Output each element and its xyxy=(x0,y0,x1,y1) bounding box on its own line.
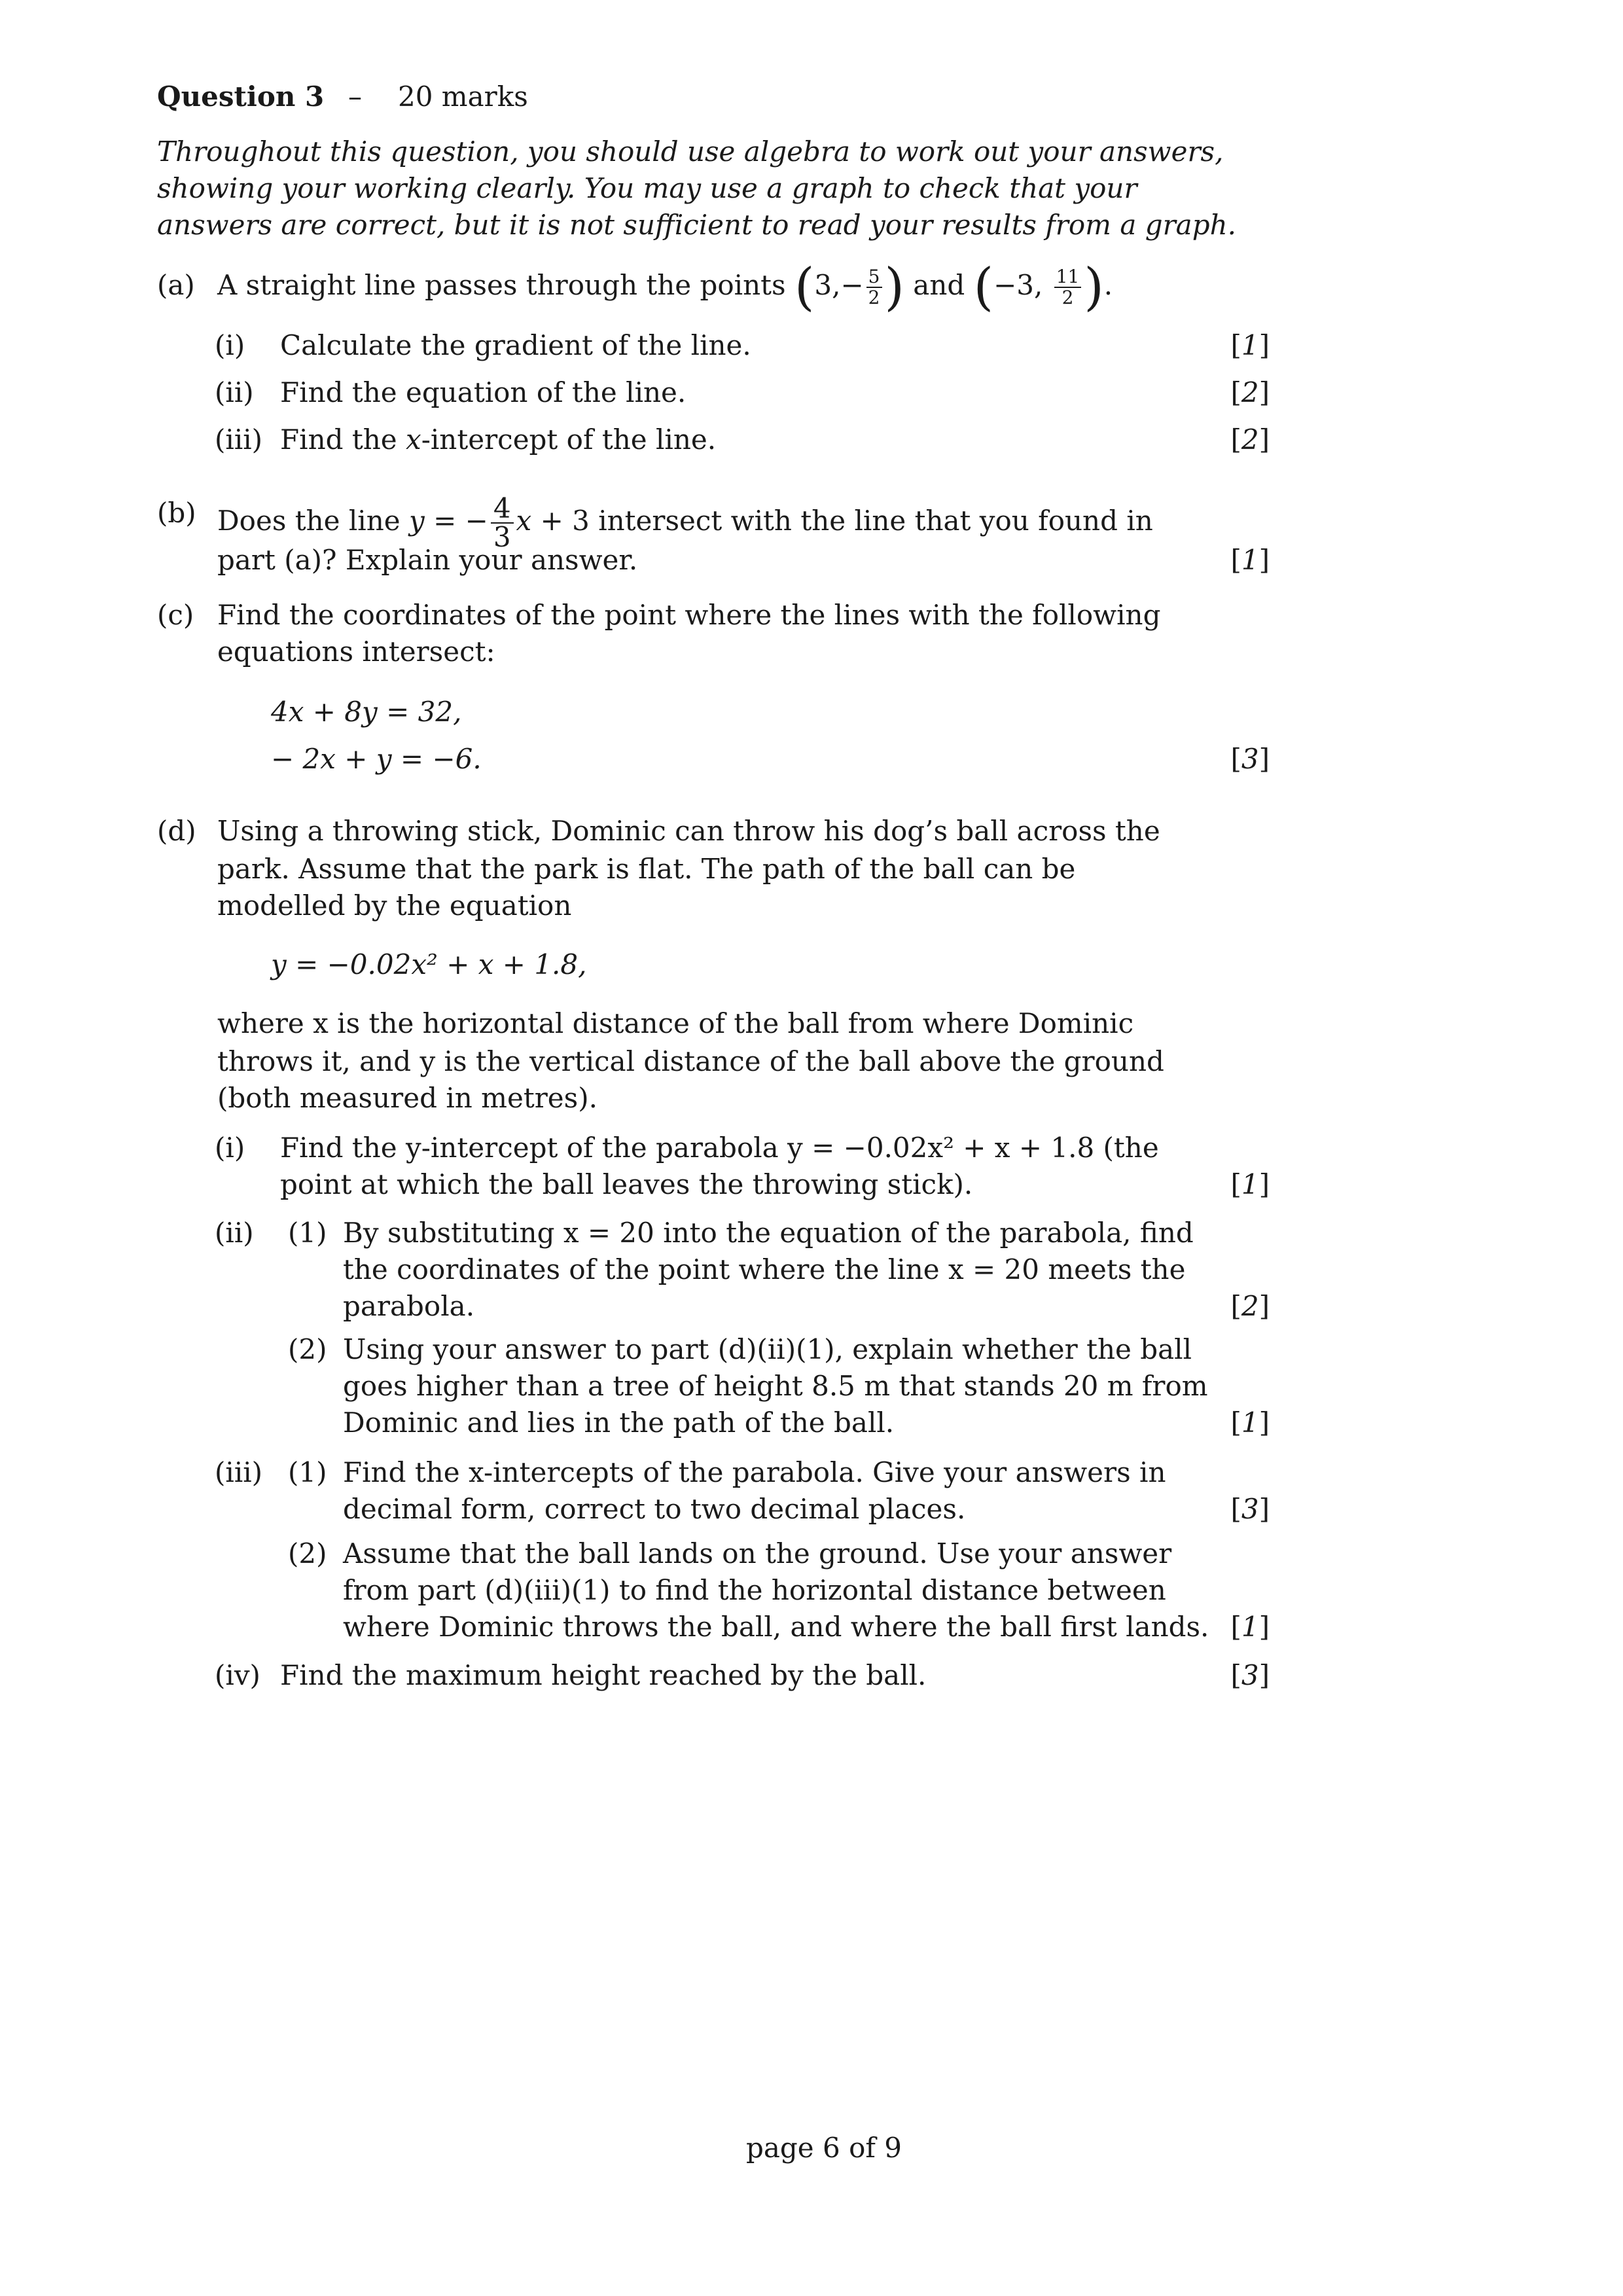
paren-close: ) xyxy=(884,258,904,317)
part-d-ii-1-line: By substituting x = 20 into the equation of the parabola, find xyxy=(343,1217,1194,1249)
point2-fraction xyxy=(1054,267,1082,308)
part-d-ii-1-line: the coordinates of the point where the line x = 20 meets the xyxy=(343,1253,1186,1285)
header-dash: – xyxy=(348,81,362,113)
part-c-line1: Find the coordinates of the point where the lines with the following xyxy=(217,599,1161,631)
mark-d-ii-1: [2] xyxy=(1230,1290,1270,1322)
page-number: page 6 of 9 xyxy=(746,2132,902,2164)
point1-x: 3, xyxy=(814,269,841,301)
point1-num: 5 xyxy=(866,267,882,288)
mark-d-ii-2: [1] xyxy=(1230,1407,1270,1439)
part-a-text: A straight line passes through the points xyxy=(217,269,786,301)
question-title: Question 3 xyxy=(157,81,325,113)
mark-c: [3] xyxy=(1230,743,1270,775)
part-d-i-line2: point at which the ball leaves the throwing stick). xyxy=(280,1168,973,1200)
subsub-label: (2) xyxy=(288,1537,327,1570)
part-d-iii-1-line: Find the x-intercepts of the parabola. Give your answers in xyxy=(343,1456,1166,1488)
sub-label: (i) xyxy=(215,1132,245,1164)
part-d-desc: (both measured in metres). xyxy=(217,1082,597,1114)
part-d-desc: where x is the horizontal distance of the ball from where Dominic xyxy=(217,1007,1134,1039)
part-c-line2: equations intersect: xyxy=(217,636,495,668)
part-d-ii-1-line: parabola. xyxy=(343,1290,475,1322)
part-d-iii-2-line: Assume that the ball lands on the ground. Use your answer xyxy=(343,1537,1172,1570)
sub-label: (ii) xyxy=(215,1217,254,1249)
part-d-iii-2-line: from part (d)(iii)(1) to find the horizontal distance between xyxy=(343,1574,1166,1606)
part-d-ii-2-line: Using your answer to part (d)(ii)(1), explain whether the ball xyxy=(343,1333,1192,1365)
point2-num: 11 xyxy=(1054,267,1082,288)
point2-x: −3, xyxy=(993,269,1043,301)
subsub-label: (1) xyxy=(288,1456,327,1488)
paren-close: ) xyxy=(1084,258,1104,317)
part-b-line1: Does the line y = − $\frac{4}{3}$ x + 3 intersect with the line that you found in xyxy=(217,492,1153,553)
equation-1: 4x + 8y = 32, xyxy=(271,696,462,728)
subsub-label: (1) xyxy=(288,1217,327,1249)
intro-line: answers are correct, but it is not sufficient to read your results from a graph. xyxy=(157,209,1237,241)
part-c-label: (c) xyxy=(157,599,194,631)
part-d-ii-2-line: goes higher than a tree of height 8.5 m that stands 20 m from xyxy=(343,1370,1208,1402)
part-d-iv-text: Find the maximum height reached by the ball. xyxy=(280,1659,927,1691)
sub-label: (ii) xyxy=(215,376,254,408)
part-d-iii-2-line: where Dominic throws the ball, and where the ball first lands. xyxy=(343,1611,1209,1643)
question-marks: 20 marks xyxy=(398,81,528,113)
part-d-label: (d) xyxy=(157,815,196,847)
point2-den: 2 xyxy=(1061,287,1074,308)
mark-d-iii-1: [3] xyxy=(1230,1493,1270,1525)
sub-label: (iv) xyxy=(215,1659,260,1691)
point1-sign: − xyxy=(840,269,864,301)
intro-line: Throughout this question, you should use algebra to work out your answers, xyxy=(157,135,1224,168)
mark-a-ii: [2] xyxy=(1230,376,1270,408)
point1-den: 2 xyxy=(868,287,880,308)
part-d-line: Using a throwing stick, Dominic can throw his dog’s ball across the xyxy=(217,815,1160,847)
mark-d-iii-2: [1] xyxy=(1230,1611,1270,1643)
and-word: and xyxy=(913,269,965,301)
subsub-label: (2) xyxy=(288,1333,327,1365)
mark-d-iv: [3] xyxy=(1230,1659,1270,1691)
part-d-line: park. Assume that the park is flat. The path of the ball can be xyxy=(217,853,1076,885)
point1-fraction xyxy=(866,267,882,308)
part-d-iii-1-line: decimal form, correct to two decimal places. xyxy=(343,1493,966,1525)
sub-label: (i) xyxy=(215,329,245,361)
equation-2: − 2x + y = −6. xyxy=(271,743,482,775)
part-a-i-text: Calculate the gradient of the line. xyxy=(280,329,751,361)
mark-b: [1] xyxy=(1230,544,1270,576)
sub-label: (iii) xyxy=(215,1456,263,1488)
part-d-desc: throws it, and y is the vertical distance of the ball above the ground xyxy=(217,1045,1164,1077)
paren-open: ( xyxy=(794,258,815,317)
mark-a-iii: [2] xyxy=(1230,423,1270,456)
part-b-label: (b) xyxy=(157,497,196,529)
intro-line: showing your working clearly. You may use a graph to check that your xyxy=(157,172,1137,204)
part-d-ii-2-line: Dominic and lies in the path of the ball. xyxy=(343,1407,895,1439)
part-a-iii-text: Find the x-intercept of the line. xyxy=(280,423,717,456)
mark-d-i: [1] xyxy=(1230,1168,1270,1200)
part-a-stem: A straight line passes through the points (3,− $\frac{5}{2}$ ) and (−3, $\frac{11}{2}$ ). xyxy=(217,258,1113,317)
part-a-label: (a) xyxy=(157,269,195,301)
slope-fraction: $\frac{4}{3}$ xyxy=(491,495,514,551)
part-d-i-line1: Find the y-intercept of the parabola y = −0.02x² + x + 1.8 (the xyxy=(280,1132,1159,1164)
part-b-line2: part (a)? Explain your answer. xyxy=(217,544,638,576)
parabola-equation: y = −0.02x² + x + 1.8, xyxy=(271,948,587,980)
part-a-ii-text: Find the equation of the line. xyxy=(280,376,687,408)
sub-label: (iii) xyxy=(215,423,263,456)
mark-a-i: [1] xyxy=(1230,329,1270,361)
paren-open: ( xyxy=(973,258,994,317)
part-d-line: modelled by the equation xyxy=(217,889,572,922)
